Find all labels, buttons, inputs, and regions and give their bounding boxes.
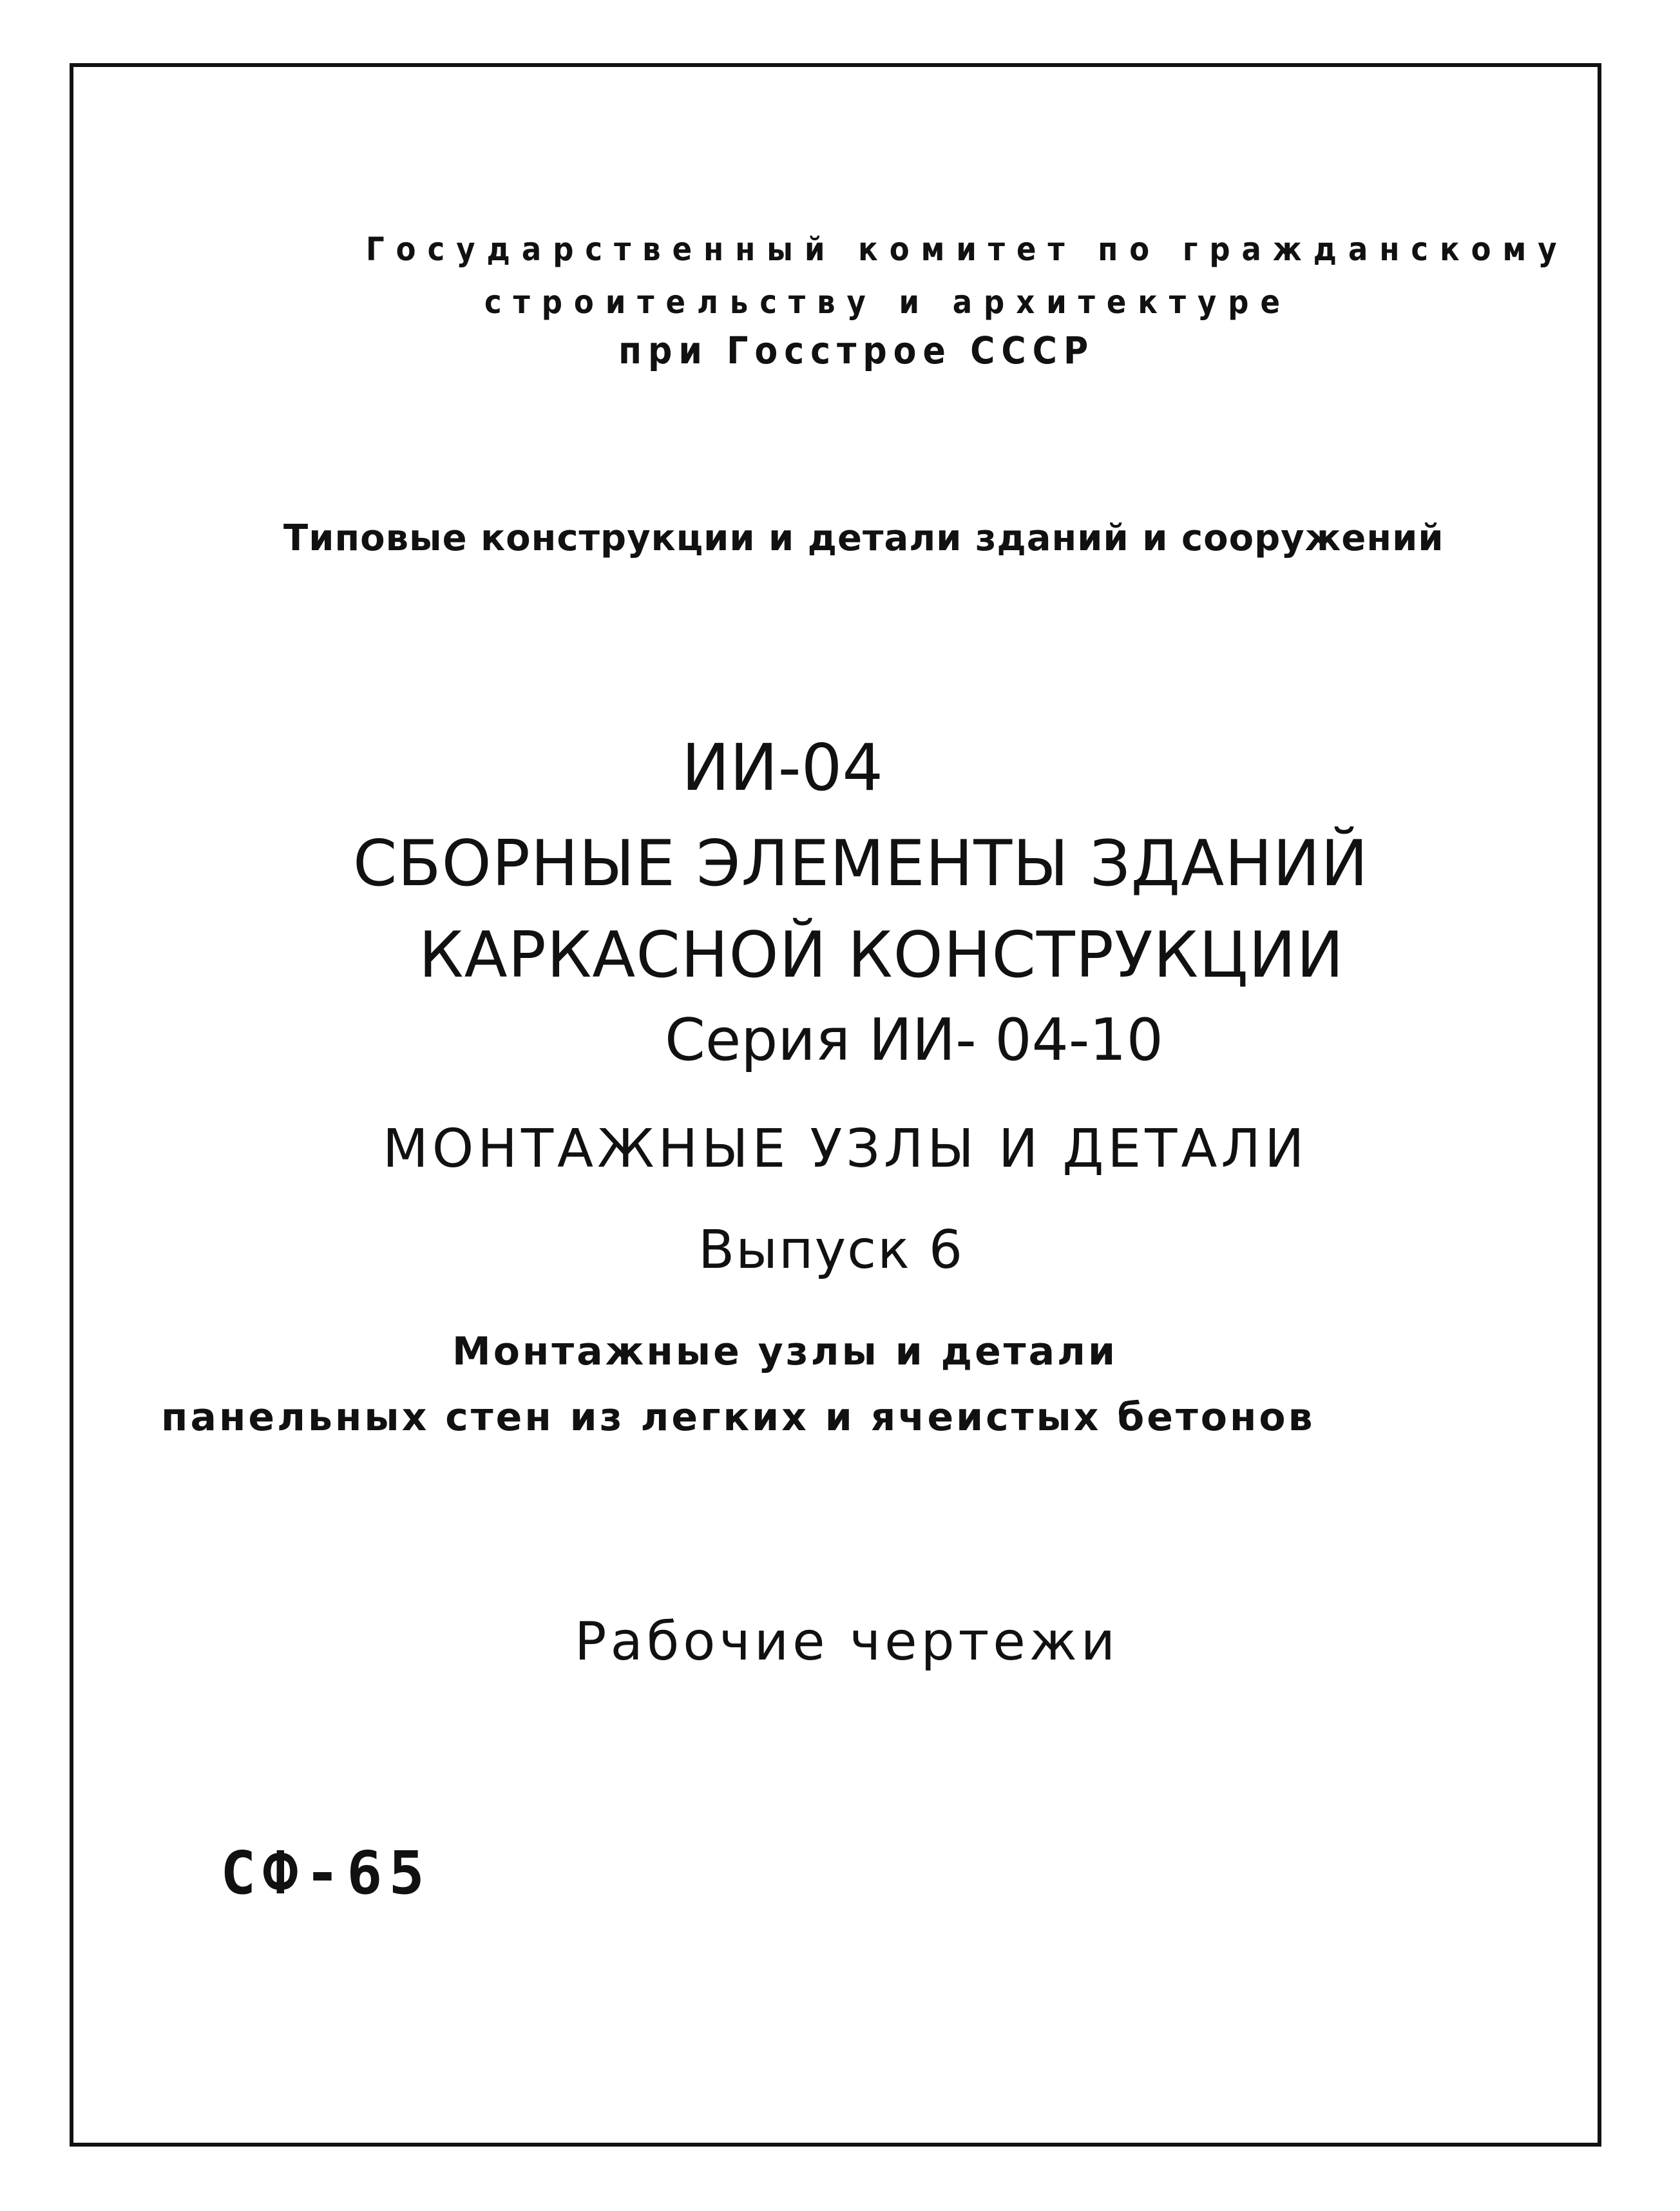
agency-line-1: Государственный комитет по гражданскому xyxy=(366,231,1569,268)
agency-line-3: при Госстрое СССР xyxy=(618,329,1095,372)
issue-label: Выпуск 6 xyxy=(698,1220,964,1281)
series-number: Серия ИИ- 04-10 xyxy=(665,1006,1163,1074)
issue-description-line-2: панельных стен из легких и ячеистых бетонов xyxy=(161,1395,1315,1440)
section-title: МОНТАЖНЫЕ УЗЛЫ И ДЕТАЛИ xyxy=(383,1118,1308,1180)
issue-description-line-1: Монтажные узлы и детали xyxy=(452,1329,1118,1374)
document-mark-code: СФ-65 xyxy=(220,1839,431,1908)
title-line-1: СБОРНЫЕ ЭЛЕМЕНТЫ ЗДАНИЙ xyxy=(353,827,1369,901)
series-type-heading: Типовые конструкции и детали зданий и сооружений xyxy=(283,517,1444,559)
working-drawings-label: Рабочие чертежи xyxy=(575,1611,1120,1672)
title-line-2: КАРКАСНОЙ КОНСТРУКЦИИ xyxy=(419,919,1344,992)
series-code: ИИ-04 xyxy=(682,730,883,805)
agency-line-2: строительству и архитектуре xyxy=(484,283,1292,321)
page-border-frame xyxy=(70,63,1601,2147)
